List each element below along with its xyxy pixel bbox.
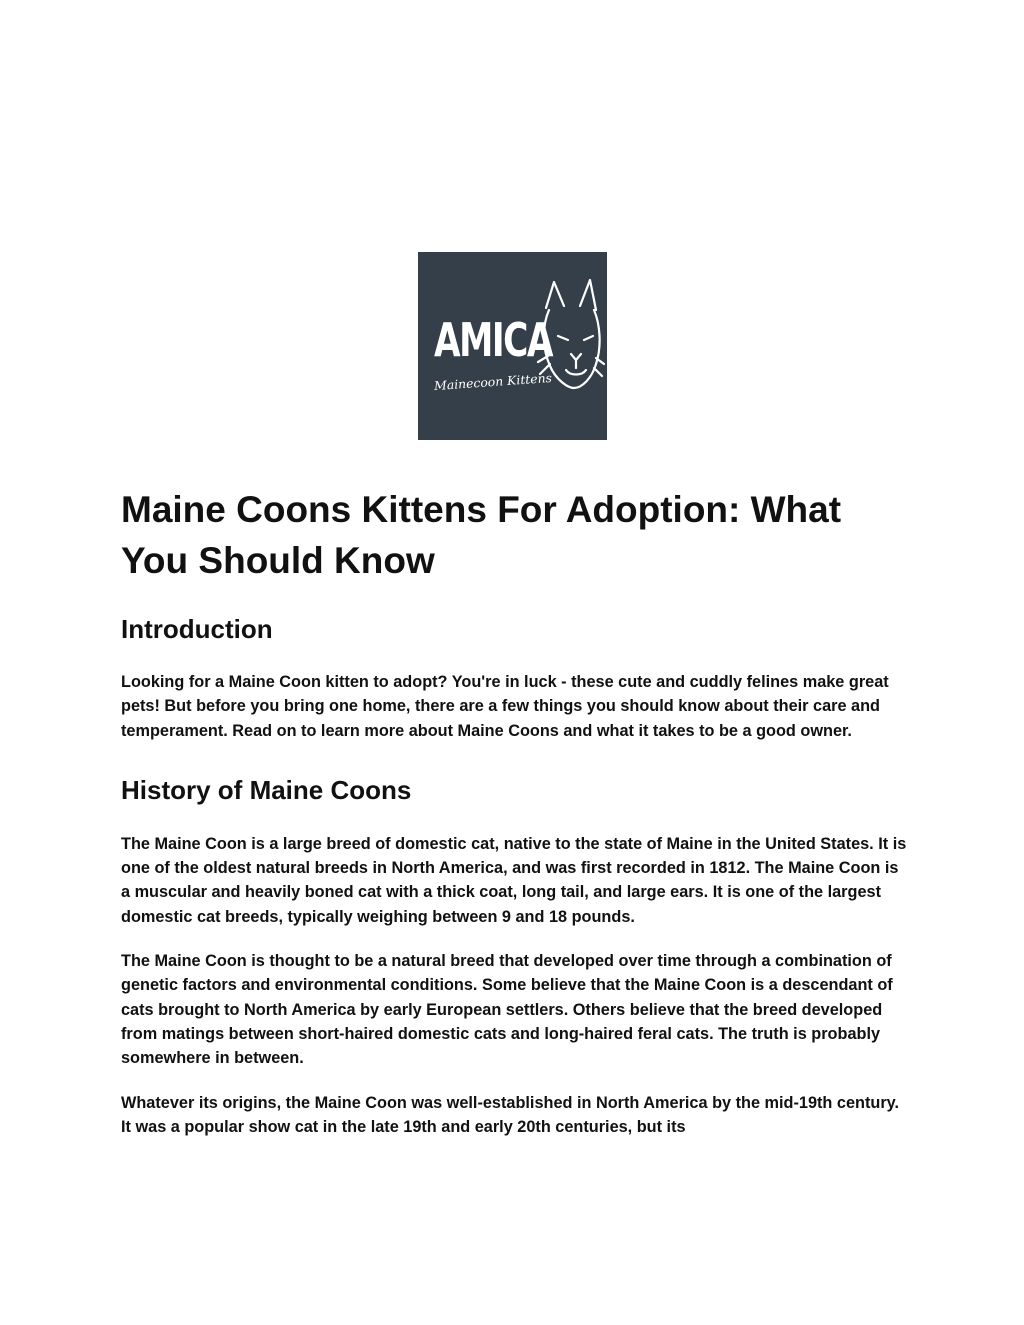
article-title: Maine Coons Kittens For Adoption: What You Should Know [121,489,842,581]
paragraph: Looking for a Maine Coon kitten to adopt? You're in luck - these cute and cuddly felines make great pets! But before you bring one home, there are a few things you should know about their care and temperament. Read on to learn more about Maine Coons and what it takes to be a good owner. [121,673,889,740]
lynx-logo-graphic [418,252,607,440]
logo-tagline-text: Mainecoon Kittens [433,371,549,394]
paragraph: The Maine Coon is a large breed of domestic cat, native to the state of Maine in the United States. It is one of the oldest natural breeds in North America, and was first recorded in 1812. The Maine Coon is a muscular and heavily boned cat with a thick coat, long tail, and large ears. It is one of the largest domestic cat breeds, typically weighing between 9 and 18 pounds. [121,834,907,926]
amica-logo [418,252,607,440]
article [121,484,911,1139]
paragraph: Whatever its origins, the Maine Coon was well-established in North America by the mid-19th century. It was a popular show cat in the late 19th and early 20th centuries, but its [121,1093,900,1136]
section-heading-introduction: Introduction [121,614,273,644]
section-heading-history: History of Maine Coons [121,774,412,805]
logo-brand-text: AMICA [434,313,554,367]
paragraph: The Maine Coon is thought to be a natural breed that developed over time through a combination of genetic factors and environmental conditions. Some believe that the Maine Coon is a descendant of cats brought to North America by early European settlers. Others believe that the breed developed from matings between short-haired domestic cats and long-haired feral cats. The truth is probably somewhere in between. [121,952,893,1068]
